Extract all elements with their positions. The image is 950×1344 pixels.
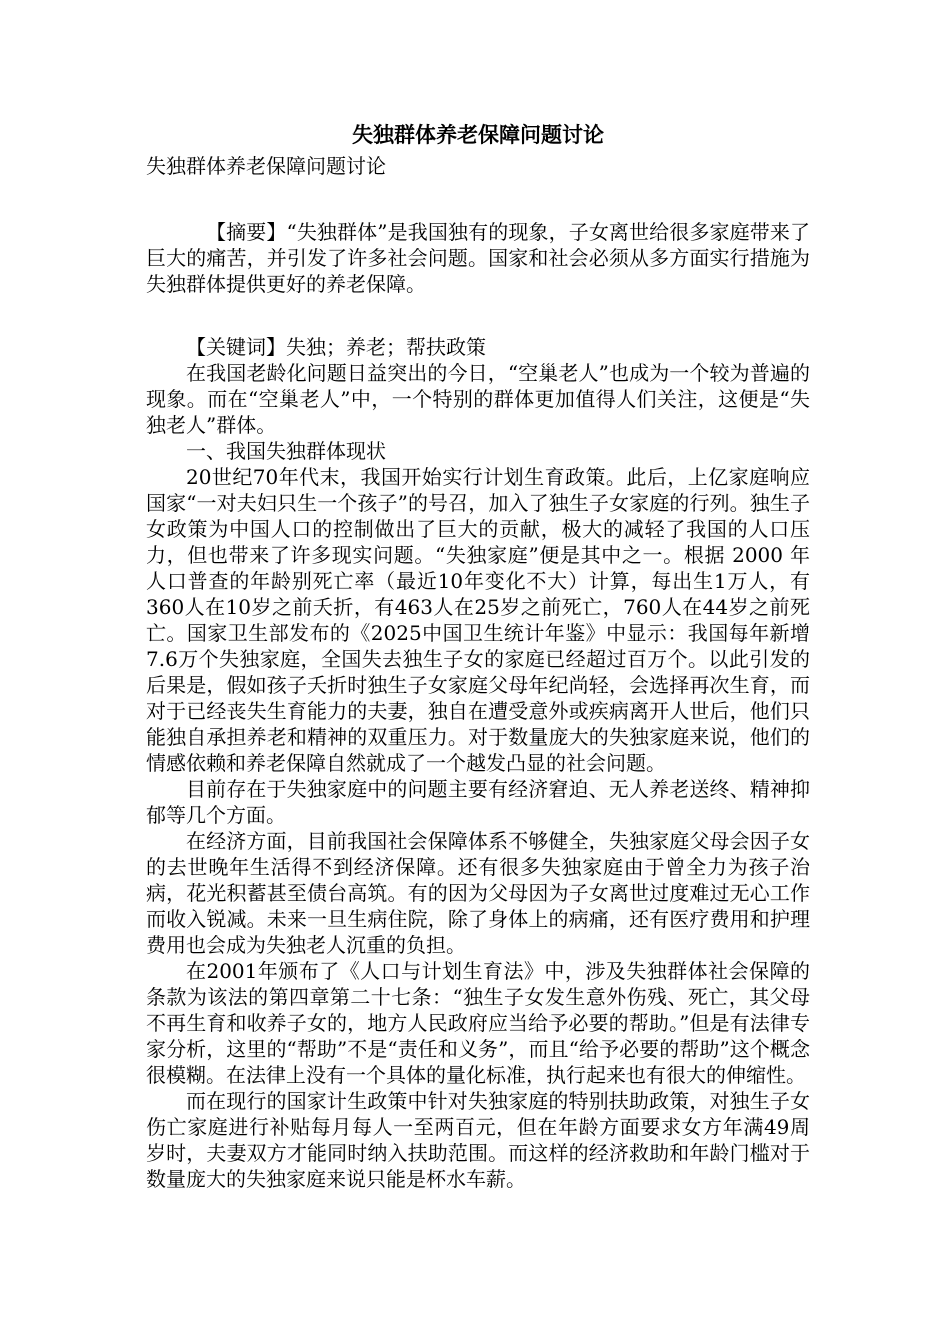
- body-paragraph-history: 20世纪70年代末，我国开始实行计划生育政策。此后，上亿家庭响应国家“一对夫妇只生一个孩子”的号召，加入了独生子女家庭的行列。独生子女政策为中国人口的控制做出了巨大的贡献，极大的减轻了我国的人口压力，但也带来了许多现实问题。“失独家庭”便是其中之一。根据 2000 年人口普查的年龄别死亡率（最近10年变化不大）计算，每出生1万人，有360人在10岁之前夭折，有463人在25岁之前死亡，760人在44岁之前死亡。国家卫生部发布的《2025中国卫生统计年鉴》中显示：我国每年新增7.6万个失独家庭，全国失去独生子女的家庭已经超过百万个。以此引发的后果是，假如孩子夭折时独生子女家庭父母年纪尚轻，会选择再次生育，而对于已经丧失生育能力的夫妻，独自在遭受意外或疾病离开人世后，他们只能独自承担养老和精神的双重压力。对于数量庞大的失独家庭来说，他们的情感依赖和养老保障自然就成了一个越发凸显的社会问题。: [146, 465, 810, 775]
- body-paragraph-intro: 在我国老龄化问题日益突出的今日，“空巢老人”也成为一个较为普遍的现象。而在“空巢老人”中，一个特别的群体更加值得人们关注，这便是“失独老人”群体。: [146, 361, 810, 437]
- body-paragraph-problems: 目前存在于失独家庭中的问题主要有经济窘迫、无人养老送终、精神抑郁等几个方面。: [146, 777, 810, 827]
- abstract-paragraph: 【摘要】“失独群体”是我国独有的现象，子女离世给很多家庭带来了巨大的痛苦，并引发了许多社会问题。国家和社会必须从多方面实行措施为失独群体提供更好的养老保障。: [146, 220, 810, 296]
- body-paragraph-law: 在2001年颁布了《人口与计划生育法》中，涉及失独群体社会保障的条款为该法的第四章第二十七条：“独生子女发生意外伤残、死亡，其父母不再生育和收养子女的，地方人民政府应当给予必要的帮助。”但是有法律专家分析，这里的“帮助”不是“责任和义务”，而且“给予必要的帮助”这个概念很模糊。在法律上没有一个具体的量化标准，执行起来也有很大的伸缩性。: [146, 959, 810, 1087]
- keywords-line: 【关键词】失独；养老；帮扶政策: [186, 335, 486, 359]
- body-paragraph-economy: 在经济方面，目前我国社会保障体系不够健全，失独家庭父母会因子女的去世晚年生活得不到经济保障。还有很多失独家庭由于曾全力为孩子治病，花光积蓄甚至债台高筑。有的因为父母因为子女离世过度难过无心工作而收入锐减。未来一旦生病住院，除了身体上的病痛，还有医疗费用和护理费用也会成为失独老人沉重的负担。: [146, 829, 810, 957]
- section-heading-status: 一、我国失独群体现状: [186, 439, 386, 463]
- document-page: [146, 120, 810, 1192]
- document-title: 失独群体养老保障问题讨论: [352, 122, 604, 147]
- body-paragraph-policy: 而在现行的国家计生政策中针对失独家庭的特别扶助政策，对独生子女伤亡家庭进行补贴每月每人一至两百元，但在年龄方面要求女方年满49周岁时，夫妻双方才能同时纳入扶助范围。而这样的经济救助和年龄门槛对于数量庞大的失独家庭来说只能是杯水车薪。: [146, 1089, 810, 1191]
- document-subtitle: 失独群体养老保障问题讨论: [146, 154, 386, 178]
